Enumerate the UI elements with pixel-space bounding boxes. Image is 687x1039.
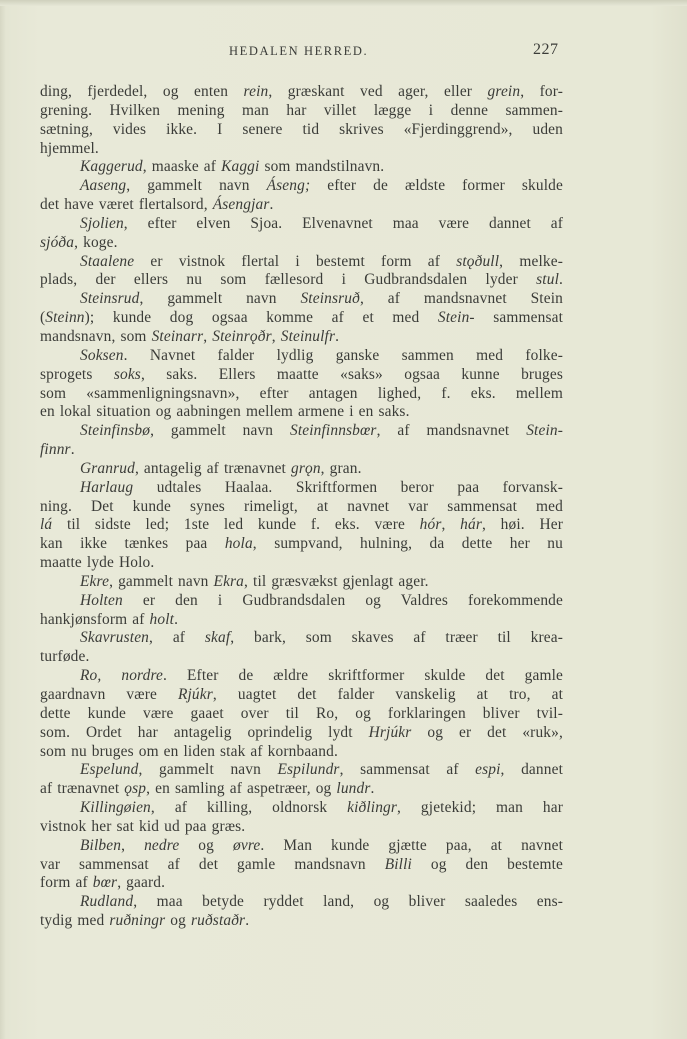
text-run: , sumpvand, hulning, da dette her nu [252,535,563,553]
text-run: som. Ordet har antagelig oprindelig lydt [40,723,369,741]
text-line [40,573,563,592]
text-line [40,83,563,102]
text-line [40,215,563,234]
italic-term: Aaseng [80,177,127,195]
text-run: . Man kunde gjætte paa, at navnet [260,836,564,854]
text-run: , [271,327,281,345]
text-line [40,554,563,573]
text-line [40,328,563,347]
text-line [40,743,563,762]
text-line [40,385,563,404]
italic-term: Ásengjar [212,196,270,214]
text-run: . [245,912,250,930]
italic-term: Espilundr [277,761,340,779]
italic-term: Granrud [80,459,135,477]
text-run: , maa betyde ryddet land, og bliver saaledes ens- [133,893,563,911]
italic-term: grein [487,83,521,100]
text-run: , af mandsnavnet [376,422,527,440]
text-line [40,648,563,667]
text-run: , antagelig af trænavnet [134,459,291,477]
text-run: , gammelt navn [139,290,301,308]
text-run: vistnok her sat kid ud paa græs. [40,817,246,835]
italic-term: Killingøien [80,799,151,817]
text-run: ( [40,309,46,327]
italic-term: Stein- [526,422,563,440]
text-run: . [335,327,340,345]
text-run: som mandstilnavn. [259,158,385,176]
text-run: , af mandsnavnet Stein [359,290,563,308]
text-line [40,366,563,385]
text-run: , til græsvækst gjenlagt ager. [244,572,429,590]
italic-term: ruðningr [109,912,166,930]
text-run: , maaske af [142,158,222,176]
text-line [40,686,563,705]
text-run: kan ikke tænkes paa [40,535,225,553]
text-run: , dannet [500,761,563,779]
italic-term: lundr [336,780,371,798]
text-run: , gaard. [117,874,166,892]
italic-term: stul [536,271,559,289]
text-run: , sammensat af [339,761,476,779]
text-run: sprogets [40,365,114,383]
italic-term: soks [113,365,141,383]
text-line [40,780,563,799]
italic-term: Kaggi [221,158,260,176]
italic-term: øvre [233,836,261,854]
text-line [40,253,563,272]
text-run: hjemmel. [40,139,99,157]
text-run: og er det «ruk», [411,723,563,741]
page-edge-shadow [0,0,687,6]
text-line [40,912,563,931]
italic-term: stǫðull [456,252,500,270]
text-run: sammensat [474,309,563,327]
text-line [40,761,563,780]
text-run: som nu bruges om en liden stak af kornbaand. [40,742,338,760]
text-line [40,592,563,611]
italic-term: Hrjúkr [368,723,412,741]
text-line [40,479,563,498]
text-line [40,611,563,630]
text-run: , af killing, oldnorsk [150,799,348,817]
italic-term: finnr [40,441,71,459]
text-line [40,818,563,837]
italic-term: Steinulfr [280,327,336,345]
italic-term: ǫsp [124,780,147,798]
italic-term: grǫn [290,459,321,477]
text-line [40,177,563,196]
text-run: form af [40,874,93,892]
text-run: , for- [520,83,564,100]
italic-term: lá [40,516,53,534]
text-line [40,196,563,215]
italic-term: sjóða [40,233,75,251]
text-run: og [179,836,233,854]
text-line [40,799,563,818]
text-run: og den bestemte [411,855,564,873]
text-run: plads, der ellers nu som fællesord i Gudbrandsdalen lyder [40,271,537,289]
italic-term: Steinsrud [80,290,140,308]
italic-term: Ro, nordre [80,667,164,685]
page-number: 227 [533,41,559,58]
text-line [40,158,563,177]
text-run: udtales Haalaa. Skriftformen beror paa forvansk- [133,478,563,496]
text-line [40,667,563,686]
text-run: , en samling af aspetræer, og [146,780,337,798]
text-line [40,460,563,479]
italic-term: espi [475,761,501,779]
text-run: turføde. [40,648,90,666]
text-run: , efter elven Sjoa. Elvenavnet maa være dannet af [123,214,563,232]
italic-term: kiðlingr [347,799,398,817]
italic-term: Steinfinnsbœr [289,422,377,440]
text-run: . [269,196,274,214]
text-run: , koge. [74,233,118,251]
text-run: som «sammenligningsnavn», efter antagen lighed, f. eks. mellem [40,384,563,402]
text-line [40,705,563,724]
text-run: , [203,327,213,345]
text-run: , melke- [499,252,563,270]
italic-term: Soksen [80,346,124,364]
italic-term: bœr [92,874,118,892]
text-line [40,403,563,422]
text-run: , græskant ved ager, eller [268,83,488,100]
text-run: , af [149,629,205,647]
text-run: , høi. Her [482,516,563,534]
italic-term: Stein- [437,309,475,327]
text-run: , saks. Ellers maatte «saks» ogsaa kunne bruges [140,365,564,383]
text-line [40,535,563,554]
text-run: ding, fjerdedel, og enten [40,83,244,100]
text-run: , gammelt navn [109,572,214,590]
text-run: . [370,780,375,798]
text-line [40,893,563,912]
text-line [40,309,563,328]
text-run: er den i Gudbrandsdalen og Valdres forekommende [122,591,563,609]
text-run: , uagtet det falder vanskelig at tro, at [212,686,563,703]
italic-term: hór [419,516,442,534]
text-run: var sammensat af det gamle mandsnavn [40,855,385,873]
text-run: gaardnavn være [40,686,178,703]
text-run: , gran. [320,459,362,477]
text-run: grening. Hvilken mening man har villet lægge i denne sammen- [40,101,563,119]
italic-term: Espelund [80,761,139,779]
text-run: dette kunde være gaaet over til Ro, og forklaringen bliver tvil- [40,704,563,722]
italic-term: Skavrusten [80,629,150,647]
italic-term: nedre [144,836,180,854]
text-run: . [70,441,75,459]
text-line [40,234,563,253]
italic-term: Áseng; [266,177,311,195]
text-run: tydig med [40,912,110,930]
italic-term: hola [224,535,253,553]
text-line [40,290,563,309]
italic-term: Billi [384,855,412,873]
text-line [40,837,563,856]
italic-term: Ekra [213,572,245,590]
text-line [40,441,563,460]
italic-term: rein [243,83,269,100]
text-run: , gjetekid; man har [397,799,563,817]
italic-term: Steinarr [151,327,204,345]
text-run: , gammelt navn [150,422,290,440]
italic-term: Kaggerud [80,158,143,176]
text-line [40,347,563,366]
text-run: sætning, vides ikke. I senere tid skrives «Fjerdinggrend», uden [40,120,563,138]
italic-term: Rudland [80,893,134,911]
italic-term: Staalene [80,252,135,270]
text-run: , [121,836,145,854]
text-line [40,121,563,140]
text-line [40,102,563,121]
italic-term: Steinfinsbø [80,422,151,440]
italic-term: Sjolien [80,214,124,232]
italic-term: Steinrǫðr [212,327,272,345]
italic-term: Ekre [80,572,110,590]
body-text [40,83,563,931]
text-run: en lokal situation og aabningen mellem armene i en saks. [40,403,410,421]
text-line [40,516,563,535]
text-run: og [165,912,191,930]
text-line [40,422,563,441]
text-run: af trænavnet [40,780,125,798]
text-run: . [174,610,179,628]
text-run: er vistnok flertal i bestemt form af [134,252,457,270]
text-run: . Efter de ældre skriftformer skulde det gamle [163,667,563,685]
text-run: til sidste led; 1ste led kunde f. eks. være [52,516,420,534]
running-head: HEDALEN HERRED. [229,44,369,58]
text-run: . [559,271,563,289]
text-line [40,140,563,159]
text-run: ning. Det kunde synes rimeligt, at navnet var sammensat med [40,497,563,515]
text-run: , gammelt navn [126,177,267,195]
text-line [40,874,563,893]
text-run: , bark, som skaves af træer til krea- [230,629,563,647]
text-line [40,498,563,517]
text-line [40,724,563,743]
text-run: , gammelt navn [138,761,278,779]
italic-term: ruðstaðr [190,912,246,930]
italic-term: holt [149,610,175,628]
text-line [40,629,563,648]
text-run: ); kunde dog ogsaa komme af et med [84,309,438,327]
text-run: mandsnavn, som [40,327,152,345]
italic-term: Harlaug [80,478,134,496]
text-line [40,856,563,875]
text-run: , [441,516,461,534]
text-run: hankjønsform af [40,610,150,628]
text-line [40,271,563,290]
italic-term: Steinn [45,309,85,327]
italic-term: Holten [80,591,123,609]
italic-term: Rjúkr [177,686,213,703]
text-run: . Navnet falder lydlig ganske sammen med folke- [123,346,563,364]
text-run: maatte lyde Holo. [40,554,155,572]
italic-term: Steinsruð [300,290,360,308]
text-run: det have været flertalsord, [40,196,213,214]
italic-term: hár [460,516,483,534]
text-run: efter de ældste former skulde [310,177,563,195]
italic-term: skaf [204,629,231,647]
italic-term: Bilben [80,836,122,854]
